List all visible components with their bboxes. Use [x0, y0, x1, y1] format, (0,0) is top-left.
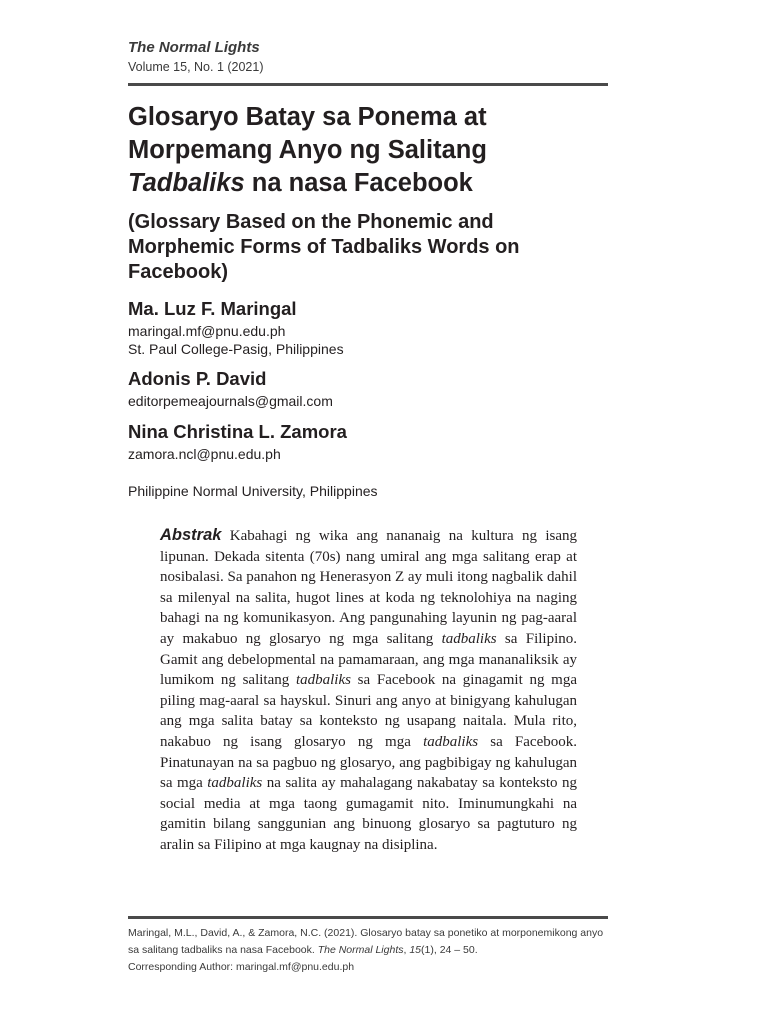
citation-journal: The Normal Lights [317, 944, 404, 956]
abstract-term: tadbaliks [207, 775, 263, 792]
title-italic-word: Tadbaliks [128, 169, 245, 197]
abstract-text: Kabahagi ng wika ang nananaig na kultura ng isang lipunan. Dekada sitenta (70s) nang umiral ang mga salitang erap at nosibalasi. Sa panahon ng Henerasyon Z ay muli itong nagbalik dahil sa milenyal na salita, hugot lines at koda ng teknolohiya na naging bahagi na ng komunikasyon. Ang pangunahing layunin ng pag-aaral ay makabuo ng glosaryo ng mga salitang [160, 528, 577, 647]
shared-affiliation: Philippine Normal University, Philippines [128, 483, 378, 499]
english-title-line-1: (Glossary Based on the Phonemic and [128, 211, 494, 233]
english-title-line-2: Morphemic Forms of Tadbaliks Words on [128, 236, 520, 258]
author-name: Adonis P. David [128, 368, 267, 389]
abstract-text: na salita ay mahalagang nakabatay sa konteksto ng social media at mga taong gumagamit nito. Iminumungkahi na gamitin bilang sanggunian ang binuong glosaryo sa pagtuturo ng aralin sa Filipino at mga kaugnay na disiplina. [160, 775, 577, 853]
author-email: maringal.mf@pnu.edu.ph [128, 323, 286, 339]
abstract-term: tadbaliks [441, 630, 497, 647]
title-line-3-rest: na nasa Facebook [244, 169, 473, 197]
abstract-text: sa Facebook na ginagamit ng mga piling mag-aaral sa hayskul. Sinuri ang anyo at binigyang kahulugan ang mga salita batay sa konteksto ng usapang naitala. Mula rito, nakabuo ng isang glosaryo ng mga [160, 672, 578, 750]
corresponding-author: Corresponding Author: maringal.mf@pnu.edu.ph [128, 961, 355, 973]
title-line-3 [128, 167, 598, 200]
title-line-2: Morpemang Anyo ng Salitang [128, 136, 487, 164]
citation-text: Maringal, M.L., David, A., & Zamora, N.C. (2021). Glosaryo batay sa ponetiko at morponemikong anyo sa salitang tadbaliks na nasa Facebook. [128, 927, 604, 956]
title-line-1: Glosaryo Batay sa Ponema at [128, 103, 487, 131]
author-name: Nina Christina L. Zamora [128, 421, 347, 442]
english-title [128, 210, 598, 285]
abstract-text: sa Facebook. Pinatunayan na sa pagbuo ng glosaryo, ang pagbibigay ng kahulugan sa mga [160, 733, 577, 792]
english-title-line-3: Facebook) [128, 261, 229, 283]
footer [128, 925, 608, 976]
abstract-term: tadbaliks [295, 672, 351, 689]
abstract [160, 525, 577, 856]
journal-volume: Volume 15, No. 1 (2021) [128, 60, 264, 74]
citation-text: (1), 24 – 50. [421, 944, 478, 956]
citation-volume: 15 [409, 944, 422, 956]
author-email: zamora.ncl@pnu.edu.ph [128, 446, 281, 462]
article-title [128, 101, 598, 200]
abstract-term: tadbaliks [423, 733, 479, 750]
header-divider [128, 83, 608, 86]
abstract-text: sa Filipino. Gamit ang debelopmental na pamamaraan, ang mga mananaliksik ay lumikom ng salitang [160, 630, 577, 689]
citation-text: , [403, 944, 410, 956]
author-email: editorpemeajournals@gmail.com [128, 393, 333, 409]
author-name: Ma. Luz F. Maringal [128, 298, 297, 319]
author-affiliation: St. Paul College-Pasig, Philippines [128, 341, 344, 357]
journal-name: The Normal Lights [128, 39, 260, 56]
abstract-label: Abstrak [160, 526, 222, 544]
footer-divider [128, 916, 608, 919]
citation [128, 925, 608, 959]
